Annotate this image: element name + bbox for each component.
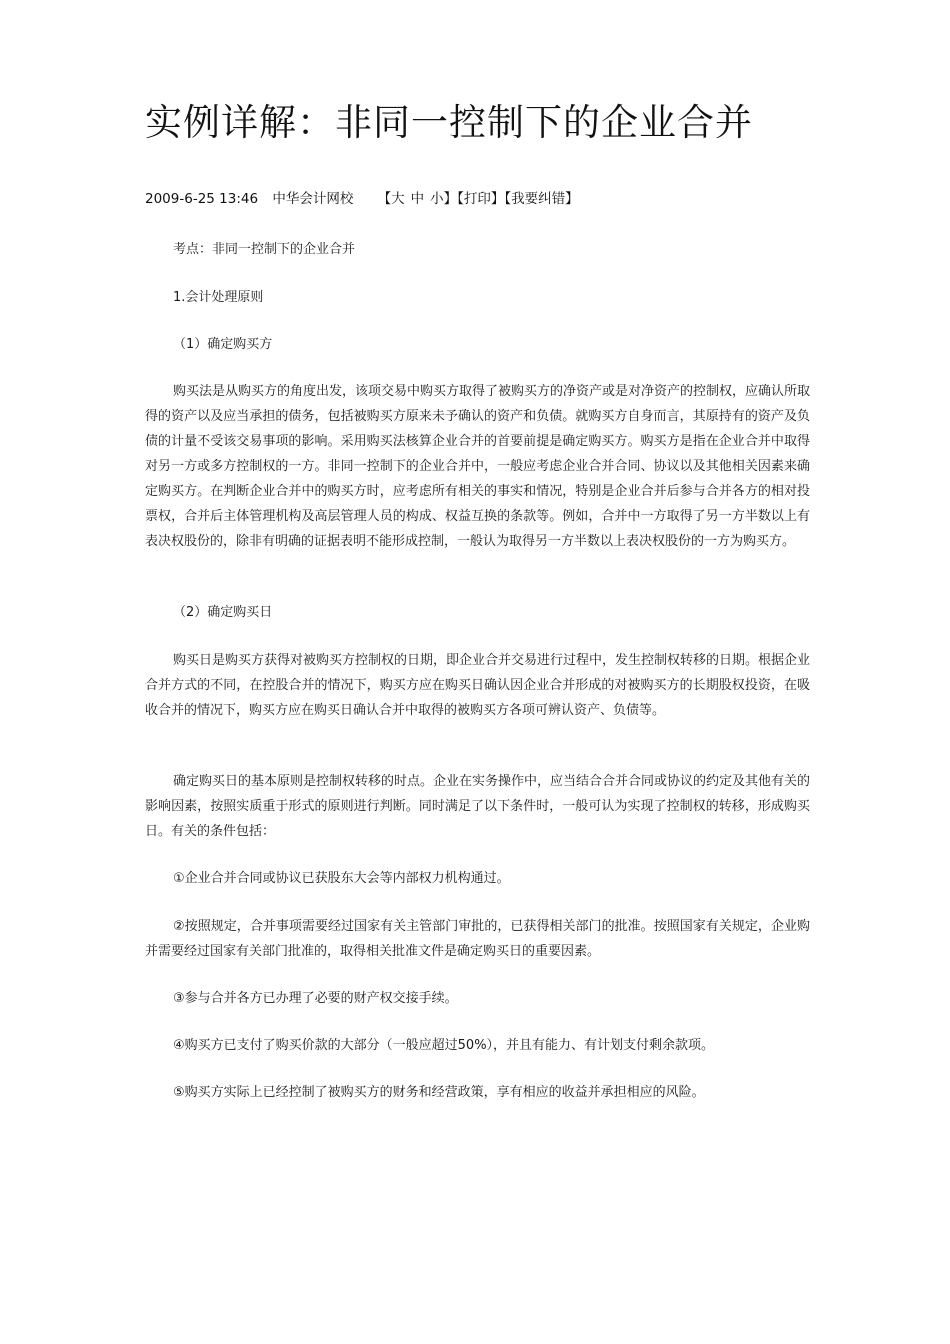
font-size-controls	[378, 191, 458, 207]
condition-2: ②按照规定，合并事项需要经过国家有关主管部门审批的，已获得相关部门的批准。按照国家有关规定，企业购并需要经过国家有关部门批准的，取得相关批准文件是确定购买日的重要因素。	[145, 919, 810, 959]
condition-4: ④购买方已支付了购买价款的大部分（一般应超过50%），并且有能力、有计划支付剩余款项。	[173, 1038, 715, 1053]
report-error-link[interactable]: 【我要纠错】	[504, 191, 579, 207]
paragraph-control-transfer: 确定购买日的基本原则是控制权转移的时点。企业在实务操作中，应当结合合并合同或协议的约定及其他有关的影响因素，按照实质重于形式的原则进行判断。同时满足了以下条件时，一般可认为实现了控制权的转移，形成购买日。有关的条件包括：	[145, 774, 811, 839]
condition-3: ③参与合并各方已办理了必要的财产权交接手续。	[173, 991, 458, 1006]
article-meta	[145, 188, 579, 210]
condition-5: ⑤购买方实际上已经控制了被购买方的财务和经营政策，享有相应的收益并承担相应的风险。	[173, 1085, 705, 1100]
size-bracket-open: 【	[377, 191, 392, 207]
font-size-small-link[interactable]: 小	[430, 191, 444, 207]
condition-1: ①企业合并合同或协议已获股东大会等内部权力机构通过。	[173, 871, 510, 886]
font-size-large-link[interactable]: 大	[391, 191, 405, 207]
font-size-medium-link[interactable]: 中	[410, 191, 425, 207]
publish-date: 2009-6-25 13:46	[145, 191, 259, 207]
paragraph-topic: 考点：非同一控制下的企业合并	[173, 242, 356, 257]
heading-principles: 1.会计处理原则	[173, 290, 264, 305]
heading-acquisition-date: （2）确定购买日	[173, 605, 273, 620]
paragraph-acquisition-date: 购买日是购买方获得对被购买方控制权的日期，即企业合并交易进行过程中，发生控制权转移的日期。根据企业合并方式的不同，在控股合并的情况下，购买方应在购买日确认因企业合并形成的对被购买方的长期股权投资，在吸收合并的情况下，购买方应在购买日确认合并中取得的被购买方各项可辨认资产、负债等。	[145, 653, 811, 718]
size-bracket-close: 】	[443, 191, 458, 207]
article-title: 实例详解：非同一控制下的企业合并	[145, 101, 753, 144]
heading-acquirer: （1）确定购买方	[173, 337, 273, 352]
print-link[interactable]: 【打印】	[457, 191, 505, 207]
article-source: 中华会计网校	[272, 191, 354, 207]
paragraph-acquirer: 购买法是从购买方的角度出发，该项交易中购买方取得了被购买方的净资产或是对净资产的控制权，应确认所取得的资产以及应当承担的债务，包括被购买方原来未予确认的资产和负债。就购买方自身而言，其原持有的资产及负债的计量不受该交易事项的影响。采用购买法核算企业合并的首要前提是确定购买方。购买方是指在企业合并中取得对另一方或多方控制权的一方。非同一控制下的企业合并中，一般应考虑企业合并合同、协议以及其他相关因素来确定购买方。在判断企业合并中的购买方时，应考虑所有相关的事实和情况，特别是企业合并后参与合并各方的相对投票权，合并后主体管理机构及高层管理人员的构成、权益互换的条款等。例如，合并中一方取得了另一方半数以上有表决权股份的，除非有明确的证据表明不能形成控制，一般认为取得另一方半数以上表决权股份的一方为购买方。	[145, 384, 811, 549]
